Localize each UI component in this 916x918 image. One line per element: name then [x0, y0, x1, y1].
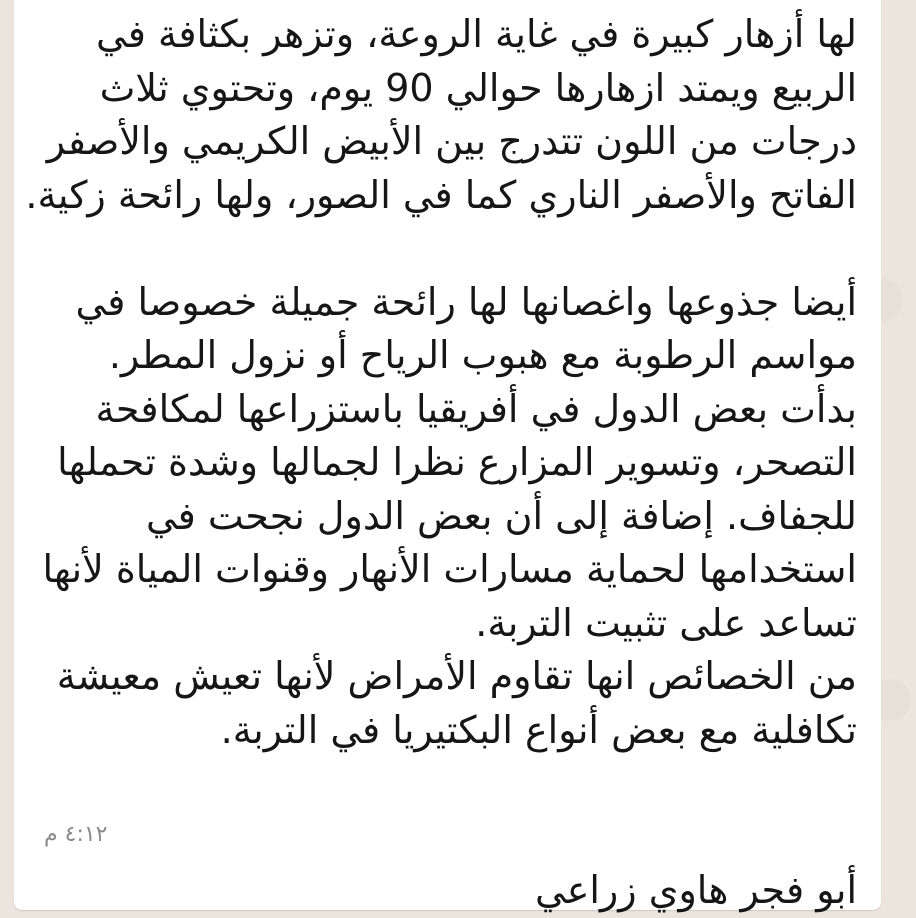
message-text: لها أزهار كبيرة في غاية الروعة، وتزهر بكثافة في الربيع ويمتد ازهارها حوالي 90 يوم، وتحتوي ثلاث درجات من اللون تتدرج بين الأبيض الكريمي والأصفر الفاتح والأصفر الناري كما في الصور، ولها رائحة زكية. أيضا جذوعها واغصانها لها رائحة جميلة خصوصا في مواسم الرطوبة مع هبوب الرياح أو نزول المطر. بدأت بعض الدول في أفريقيا باستزراعها لمكافحة التصحر، وتسوير المزارع نظرا لجمالها وشدة تحملها للجفاف. إضافة إلى أن بعض الدول نجحت في استخدامها لحماية مسارات الأنهار وقنوات المياة لأنها تساعد على تثبيت التربة. من الخصائص انها تقاوم الأمراض لأنها تعيش معيشة تكافلية مع بعض أنواع البكتيريا في التربة. أبو فجر هاوي زراعي	[25, 12, 857, 912]
message-bubble[interactable]	[14, 0, 881, 910]
message-time: ٤:١٢ م	[44, 822, 108, 847]
